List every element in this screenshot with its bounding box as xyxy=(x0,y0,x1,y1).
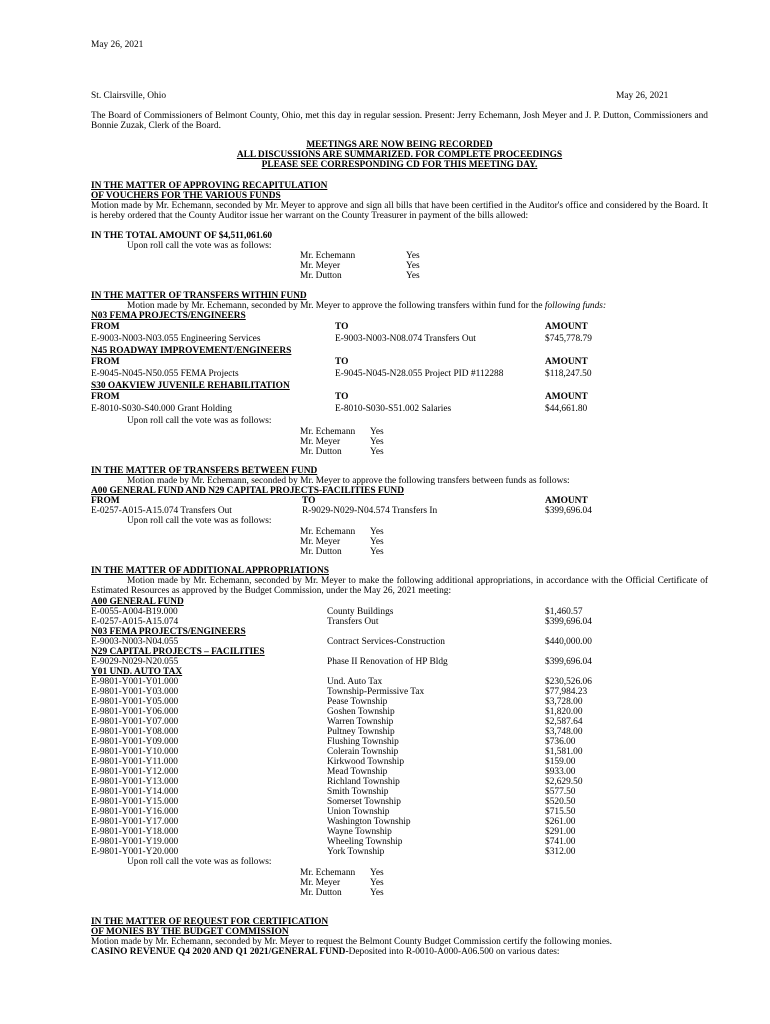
section2-fund-1: N03 FEMA PROJECTS/ENGINEERS xyxy=(91,311,246,321)
section1-total: IN THE TOTAL AMOUNT OF $4,511,061.60 xyxy=(91,231,273,241)
appropriation-fund-a00: A00 GENERAL FUND xyxy=(91,597,184,607)
appropriation-row: E-9801-Y001-Y07.000 Warren Township $2,587.64 xyxy=(91,717,583,727)
meeting-date: May 26, 2021 xyxy=(616,91,669,101)
appropriation-row: E-9801-Y001-Y20.000 York Township $312.00 xyxy=(91,847,576,857)
roll-call-text: Upon roll call the vote was as follows: xyxy=(127,241,272,251)
appropriation-row: E-0055-A004-B19.000 County Buildings $1,460.57 xyxy=(91,607,583,617)
section3-motion: Motion made by Mr. Echemann, seconded by Mr. Meyer to approve the following transfers between funds as follows: xyxy=(127,476,570,486)
section5-heading-1: IN THE MATTER OF REQUEST FOR CERTIFICATION xyxy=(91,917,329,927)
section2-heading: IN THE MATTER OF TRANSFERS WITHIN FUND xyxy=(91,291,307,301)
location: St. Clairsville, Ohio xyxy=(91,91,166,101)
appropriation-fund-n29: N29 CAPITAL PROJECTS – FACILITIES xyxy=(91,647,265,657)
transfer-header-row: FROM TO AMOUNT xyxy=(91,322,588,332)
section4-motion: Motion made by Mr. Echemann, seconded by Mr. Meyer to make the following additional appropriations, in accordance with the Official Certificate of Estimated Resources as approved by the Budget Commission, under the May 26, 2021 meeting: xyxy=(91,576,708,596)
section1-motion: Motion made by Mr. Echemann, seconded by Mr. Meyer to approve and sign all bills that have been certified in the Auditor's office and considered by the Board. It is hereby ordered that the County Auditor issue her warrant on the County Treasurer in payment of the bills allowed: xyxy=(91,201,708,221)
appropriation-fund-n03: N03 FEMA PROJECTS/ENGINEERS xyxy=(91,627,246,637)
transfer-header-row: FROM TO AMOUNT xyxy=(91,357,588,367)
transfer-row: E-9003-N003-N03.055 Engineering Services E-9003-N003-N08.074 Transfers Out $745,778.79 xyxy=(91,334,592,344)
roll-call-text: Upon roll call the vote was as follows: xyxy=(127,857,272,867)
appropriation-row: E-9801-Y001-Y03.000 Township-Permissive Tax $77,984.23 xyxy=(91,687,588,697)
appropriation-row: E-9003-N003-N04.055 Contract Services-Construction $440,000.00 xyxy=(91,637,592,647)
roll-call-text: Upon roll call the vote was as follows: xyxy=(127,416,272,426)
appropriation-row: E-9801-Y001-Y19.000 Wheeling Township $741.00 xyxy=(91,837,576,847)
appropriation-row: E-9801-Y001-Y01.000 Und. Auto Tax $230,526.06 xyxy=(91,677,592,687)
appropriation-fund-y01: Y01 UND. AUTO TAX xyxy=(91,667,183,677)
appropriation-row: E-0257-A015-A15.074 Transfers Out $399,696.04 xyxy=(91,617,592,627)
appropriation-row: E-9801-Y001-Y18.000 Wayne Township $291.00 xyxy=(91,827,576,837)
header-date: May 26, 2021 xyxy=(91,40,144,50)
transfer-header-row: FROM TO AMOUNT xyxy=(91,496,588,506)
section2-motion: Motion made by Mr. Echemann, seconded by Mr. Meyer to approve the following transfers within fund for the following funds: xyxy=(127,301,607,311)
appropriation-row: E-9029-N029-N20.055 Phase II Renovation of HP Bldg $399,696.04 xyxy=(91,657,592,667)
section2-fund-3: S30 OAKVIEW JUVENILE REHABILITATION xyxy=(91,381,290,391)
intro-paragraph: The Board of Commissioners of Belmont County, Ohio, met this day in regular session. Present: Jerry Echemann, Josh Meyer and J. P. Dutton, Commissioners and Bonnie Zuzak, Clerk of the Board. xyxy=(91,111,708,131)
appropriation-row: E-9801-Y001-Y15.000 Somerset Township $520.50 xyxy=(91,797,576,807)
appropriation-row: E-9801-Y001-Y12.000 Mead Township $933.00 xyxy=(91,767,576,777)
notice-line-1: MEETINGS ARE NOW BEING RECORDED xyxy=(306,140,493,150)
appropriation-row: E-9801-Y001-Y06.000 Goshen Township $1,820.00 xyxy=(91,707,583,717)
notice-line-2: ALL DISCUSSIONS ARE SUMMARIZED. FOR COMPLETE PROCEEDINGS xyxy=(236,150,563,160)
section1-heading-1: IN THE MATTER OF APPROVING RECAPITULATION xyxy=(91,181,328,191)
document-page: May 26, 2021 St. Clairsville, Ohio May 26, 2021 The Board of Commissioners of Belmont County, Ohio, met this day in regular session. Present: Jerry Echemann, Josh Meyer and J. P. Dutton, Commissioners and Bonnie Zuzak, Clerk of the Board. MEETINGS ARE NOW BEING RECORDED ALL DISCUSSIONS ARE SUMMARIZED. FOR COMPLETE PROCEEDINGS PLEASE SEE CORRESPONDING CD FOR THIS MEETING DAY. IN THE MATTER OF APPROVING RECAPITULATION OF VOUCHERS FOR THE VARIOUS FUNDS Motion made by Mr. Echemann, seconded by Mr. Meyer to approve and sign all bills that have been certified in the Auditor's office and considered by the Board. It is hereby ordered that the County Auditor issue her warrant on the County Treasurer in payment of the bills allowed: IN THE TOTAL AMOUNT OF $4,511,061.60 Upon roll call the vote was as follows: Mr. Echemann Yes Mr. Meyer Yes Mr. Dutton Yes IN THE MATTER OF TRANSFERS WITHIN FUND Motion made by Mr. Echemann, seconded by Mr. Meyer to approve the following transfers within fund for the following funds: N03 FEMA PROJECTS/ENGINEERS FROM TO AMOUNT E-9003-N003-N03.055 Engineering Services E-9003-N003-N08.074 Transfers Out $745,778.79 N45 ROADWAY IMPROVEMENT/ENGINEERS FROM TO AMOUNT E-9045-N045-N50.055 FEMA Projects E-9045-N045-N28.055 Project PID #112288 $118,247.50 S30 OAKVIEW JUVENILE REHABILITATION FROM TO AMOUNT E-8010-S030-S40.000 Grant Holding E-8010-S030-S51.002 Salaries $44,661.80 Upon roll call the vote was as follows: Mr. Echemann Yes Mr. Meyer Yes Mr. Dutton Yes IN THE MATTER OF TRANSFERS BETWEEN FUND Motion made by Mr. Echemann, seconded by Mr. Meyer to approve the following transfers between funds as follows: A00 GENERAL FUND AND N29 CAPITAL PROJECTS-FACILITIES FUND FROM TO AMOUNT E-0257-A015-A15.074 Transfers Out R-9029-N029-N04.574 Transfers In $399,696.04 Upon roll call the vote was as follows: Mr. Echemann Yes Mr. Meyer Yes Mr. Dutton Yes IN THE MATTER OF ADDITIONAL APPROPRIATIONS Motion made by Mr. Echemann, seconded by Mr. Meyer to make the following additional appropriations, in accordance with the Official Certificate of Estimated Resources as approved by the Budget Commission, under the May 26, 2021 meeting: A00 GENERAL FUND E-0055-A004-B19.000 County Buildings $1,460.57 E-0257-A015-A15.074 Transfers Out $399,696.04 N03 FEMA PROJECTS/ENGINEERS E-9003-N003-N04.055 Contract Services-Construction $440,000.00 N29 CAPITAL PROJECTS – FACILITIES E-9029-N029-N20.055 Phase II Renovation of HP Bldg $399,696.04 Y01 UND. AUTO TAX E-9801-Y001-Y01.000 Und. Auto Tax $230,526.06 E-9801-Y001-Y03.000 Township-Permissive Tax $77,984.23 E-9801-Y001-Y05.000 Pease Township $3,728.00 E-9801-Y001-Y06.000 Goshen Township $1,820.00 E-9801-Y001-Y07.000 Warren Township $2,587.64 E-9801-Y001-Y08.000 Pultney Township $3,748.00 E-9801-Y001-Y09.000 Flushing Township $736.00 E-9801-Y001-Y10.000 Colerain Township $1,581.00 E-9801-Y001-Y11.000 Kirkwood Township $159.00 E-9801-Y001-Y12.000 Mead Township $933.00 E-9801-Y001-Y13.000 Richland Township $2,629.50 E-9801-Y001-Y14.000 Smith Township $577.50 E-9801-Y001-Y15.000 Somerset Township $520.50 E-9801-Y001-Y16.000 Union Township $715.50 E-9801-Y001-Y17.000 Washington Township $261.00 E-9801-Y001-Y18.000 Wayne Township $291.00 E-9801-Y001-Y19.000 Wheeling Township $741.00 E-9801-Y001-Y20.000 York Township $312.00 Upon roll call the vote was as follows: Mr. Echemann Yes Mr. Meyer Yes Mr. Dutton Yes IN THE MATTER OF REQUEST FOR CERTIFICATION OF MONIES BY THE BUDGET COMMISSION Motion made by Mr. Echemann, seconded by Mr. Meyer to request the Belmont County Budget Commission certify the following monies. CASINO REVENUE Q4 2020 AND Q1 2021/GENERAL FUND-Deposited into R-0010-A000-A06.500 on various dates: xyxy=(0,0,770,1024)
transfer-row: E-8010-S030-S40.000 Grant Holding E-8010-S030-S51.002 Salaries $44,661.80 xyxy=(91,404,588,414)
section4-heading: IN THE MATTER OF ADDITIONAL APPROPRIATIONS xyxy=(91,566,329,576)
appropriation-row: E-9801-Y001-Y13.000 Richland Township $2,629.50 xyxy=(91,777,583,787)
appropriation-row: E-9801-Y001-Y08.000 Pultney Township $3,748.00 xyxy=(91,727,583,737)
section5-heading-2: OF MONIES BY THE BUDGET COMMISSION xyxy=(91,927,289,937)
roll-call-text: Upon roll call the vote was as follows: xyxy=(127,516,272,526)
section1-heading-2: OF VOUCHERS FOR THE VARIOUS FUNDS xyxy=(91,191,281,201)
section5-motion: Motion made by Mr. Echemann, seconded by Mr. Meyer to request the Belmont County Budget Commission certify the following monies. xyxy=(91,937,613,947)
appropriation-row: E-9801-Y001-Y14.000 Smith Township $577.50 xyxy=(91,787,576,797)
notice-line-3: PLEASE SEE CORRESPONDING CD FOR THIS MEETING DAY. xyxy=(261,160,538,170)
appropriation-row: E-9801-Y001-Y10.000 Colerain Township $1,581.00 xyxy=(91,747,583,757)
appropriation-row: E-9801-Y001-Y09.000 Flushing Township $736.00 xyxy=(91,737,576,747)
appropriation-row: E-9801-Y001-Y17.000 Washington Township $261.00 xyxy=(91,817,576,827)
section5-casino-line: CASINO REVENUE Q4 2020 AND Q1 2021/GENERAL FUND-Deposited into R-0010-A000-A06.500 on various dates: xyxy=(91,947,560,957)
appropriation-row: E-9801-Y001-Y05.000 Pease Township $3,728.00 xyxy=(91,697,583,707)
transfer-row: E-9045-N045-N50.055 FEMA Projects E-9045-N045-N28.055 Project PID #112288 $118,247.50 xyxy=(91,369,592,379)
appropriation-row: E-9801-Y001-Y11.000 Kirkwood Township $159.00 xyxy=(91,757,576,767)
appropriation-row: E-9801-Y001-Y16.000 Union Township $715.50 xyxy=(91,807,576,817)
section3-heading: IN THE MATTER OF TRANSFERS BETWEEN FUND xyxy=(91,466,318,476)
transfer-row: E-0257-A015-A15.074 Transfers Out R-9029-N029-N04.574 Transfers In $399,696.04 xyxy=(91,506,592,516)
section2-fund-2: N45 ROADWAY IMPROVEMENT/ENGINEERS xyxy=(91,346,292,356)
section3-fund: A00 GENERAL FUND AND N29 CAPITAL PROJECTS-FACILITIES FUND xyxy=(91,486,404,496)
transfer-header-row: FROM TO AMOUNT xyxy=(91,392,588,402)
